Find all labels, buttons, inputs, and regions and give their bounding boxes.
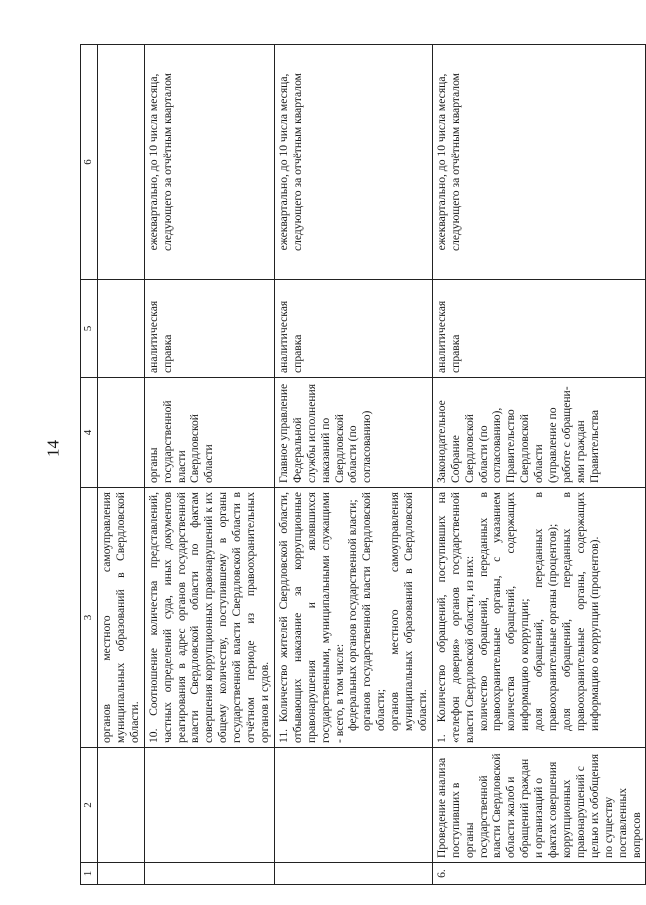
rotated-page — [80, 45, 643, 885]
indicator-subitem: количество обращений, переданных в правоохранительные органы, с указанием количества обращений, содержащих информацию о коррупции; — [476, 492, 532, 731]
task-cell: Проведение анализа поступивших в органы государственной власти Свердловской области жалоб и обращений граждан и организаций о фактах совершения коррупционных правонарушений с целью их обобщения по существу поставленных вопросов — [432, 748, 646, 863]
indicator-subitem: доля обращений, переданных в правоохранительные органы, содержащих информацию о коррупции (процентов). — [560, 492, 601, 731]
form-cell: аналитическая справка — [432, 280, 646, 378]
deadline-cell: ежеквартально, до 10 числа месяца, следующего за отчётным кварталом — [432, 45, 646, 280]
executor-cell: Законодательное Собрание Свердловской области (по согласованию), Правительство Свердловской области (управление по работе с обращени-ями граждан Правительства — [432, 378, 646, 488]
indicator-subitem: органов местного самоуправления муниципальных образований в Свердловской области. — [388, 492, 429, 731]
header-col-5: 5 — [81, 280, 98, 378]
indicator-subitem: доля обращений, переданных в правоохранительные органы (процентов); — [532, 492, 560, 731]
indicator-cell — [274, 488, 432, 748]
header-row — [81, 45, 98, 885]
row-number: 6. — [432, 863, 646, 885]
executor-cell: органы государственной власти Свердловской области — [144, 378, 274, 488]
row-number — [98, 863, 145, 885]
indicator-subitem: федеральных органов государственной власти; — [346, 499, 360, 731]
table-row — [144, 45, 274, 885]
header-col-2: 2 — [81, 748, 98, 863]
form-cell — [98, 280, 145, 378]
header-col-3: 3 — [81, 488, 98, 748]
deadline-cell: ежеквартально, до 10 числа месяца, следующего за отчётным кварталом — [144, 45, 274, 280]
executor-cell: Главное управление Федеральной службы исполнения наказаний по Свердловской области (по согласованию) — [274, 378, 432, 488]
indicator-text: 11. Количество жителей Свердловской области, отбывающих наказание за коррупционные правонарушения и являвшихся государственными, муниципальными служащими - всего, в том числе: — [276, 492, 346, 743]
header-col-4: 4 — [81, 378, 98, 488]
row-number — [274, 863, 432, 885]
task-cell — [274, 748, 432, 863]
task-cell — [98, 748, 145, 863]
header-col-1: 1 — [81, 863, 98, 885]
row-number — [144, 863, 274, 885]
indicator-text: 1. Количество обращений, поступивших на «телефон доверия» органов государственной власти Свердловской области, из них: — [434, 492, 476, 743]
deadline-cell: ежеквартально, до 10 числа месяца, следующего за отчётным кварталом — [274, 45, 432, 280]
table-row — [432, 45, 646, 885]
task-cell — [144, 748, 274, 863]
form-cell: аналитическая справка — [144, 280, 274, 378]
indicator-cell: 10. Соотношение количества представлений, частных определений суда, иных документов реагирования в адрес органов государственной власти Свердловской области по фактам совершения коррупционных правонарушений к их общему количеству, поступившему в органы государственной власти Свердловской области в отчётном периоде из правоохранительных органов и судов. — [144, 488, 274, 748]
indicator-cell — [432, 488, 646, 748]
header-col-6: 6 — [81, 45, 98, 280]
deadline-cell — [98, 45, 145, 280]
plan-table — [80, 44, 646, 885]
executor-cell — [98, 378, 145, 488]
form-cell: аналитическая справка — [274, 280, 432, 378]
indicator-cell: органов местного самоуправления муниципальных образований в Свердловской области. — [98, 488, 145, 748]
page-number: 14 — [43, 440, 63, 457]
indicator-subitem: органов государственной власти Свердловской области; — [360, 492, 388, 731]
table-row — [274, 45, 432, 885]
table-row — [98, 45, 145, 885]
